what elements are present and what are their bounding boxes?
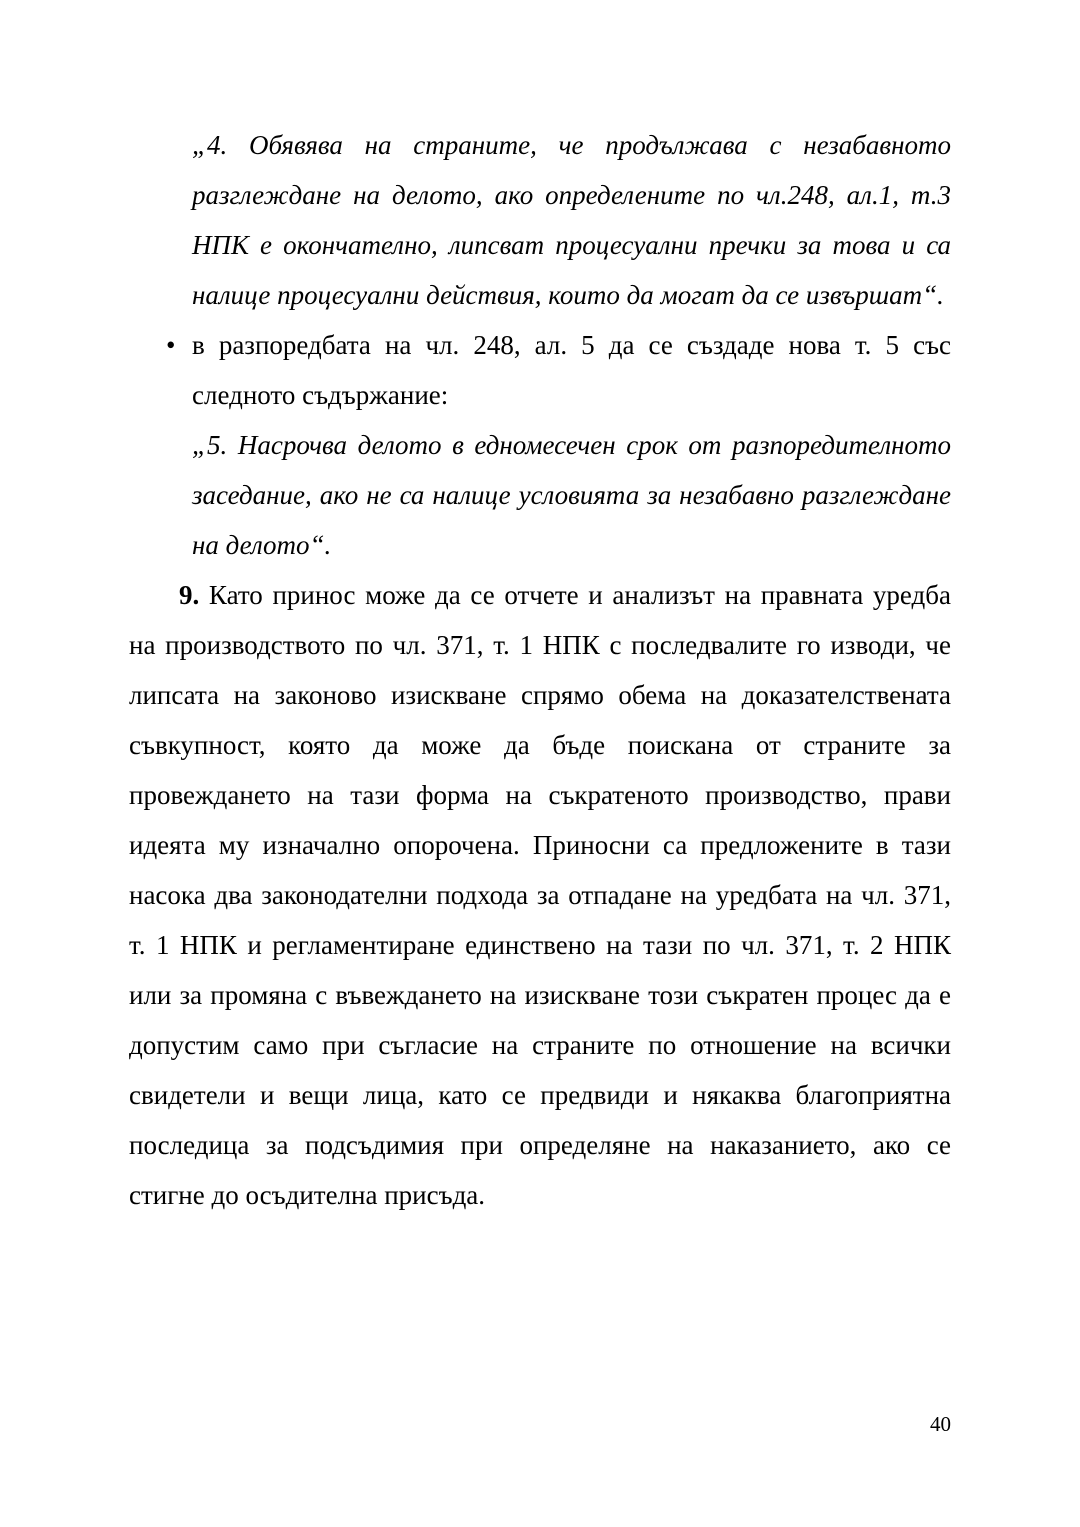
quote-item-4-text: „4. Обявява на страните, че продължава с незабавното разглеждане на делото, ако определените по чл.248, ал.1, т.3 НПК е окончателно, липсват процесуални пречки за това и са налице процесуални действия, които да могат да се извършат“. [192,130,951,310]
page-number: 40 [930,1412,951,1436]
paragraph-9-number: 9. [179,580,200,610]
bullet-marker: • [166,330,176,360]
bullet-item-text: в разпоредбата на чл. 248, ал. 5 да се създаде нова т. 5 със следното съдържание: [192,330,951,410]
quote-item-4 [192,120,951,320]
page-content [129,120,951,1247]
quote-item-5 [192,420,951,570]
bullet-item [166,320,951,420]
paragraph-9-text: Като принос може да се отчете и анализът на правната уредба на производството по чл. 371, т. 1 НПК с последвалите го изводи, че липсата на законово изискване спрямо обема на доказателствената съвкупност, която да може да бъде поискана от страните за провеждането на тази форма на съкратеното производство, прави идеята му изначално опорочена. Приносни са предложените в тази насока два законодателни подхода за отпадане на уредбата на чл. 371, т. 1 НПК и регламентиране единствено на тази по чл. 371, т. 2 НПК или за промяна с въвеждането на изискване този съкратен процес да е допустим само при съгласие на страните по отношение на всички свидетели и вещи лица, като се предвиди и някаква благоприятна последица за подсъдимия при определяне на наказанието, ако се стигне до осъдителна присъда. [129,580,951,1210]
quote-item-5-text: „5. Насрочва делото в едномесечен срок от разпоредителното заседание, ако не са налице условията за незабавно разглеждане на делото“. [192,430,951,560]
paragraph-9 [129,570,951,1220]
